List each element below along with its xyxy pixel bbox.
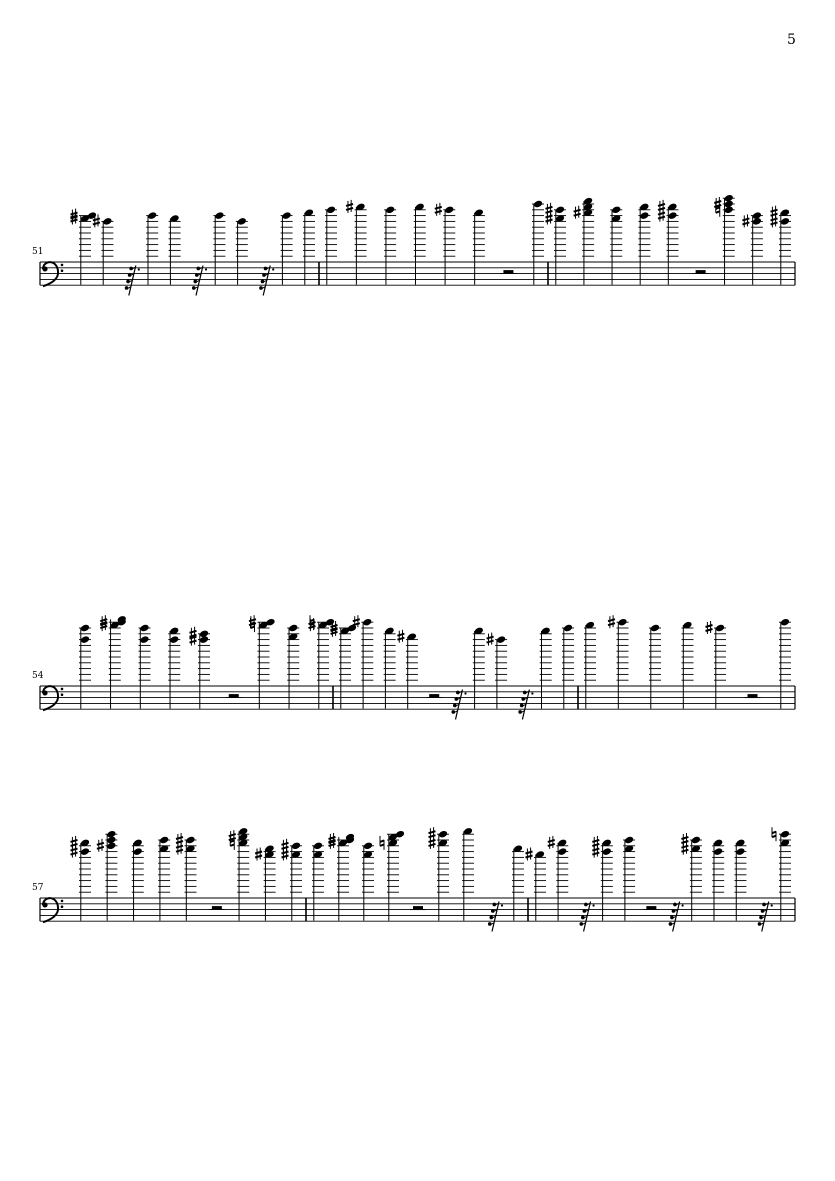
notehead	[752, 211, 762, 220]
chord	[331, 621, 358, 709]
chord	[681, 833, 702, 921]
chord	[610, 205, 622, 284]
chord	[79, 624, 91, 709]
chord	[706, 621, 727, 709]
notehead	[691, 836, 701, 845]
sharp-sign	[346, 200, 353, 213]
notehead	[313, 841, 323, 850]
natural-sign	[380, 836, 384, 850]
notehead	[291, 841, 301, 850]
notehead	[281, 211, 291, 220]
sharp-sign	[546, 203, 553, 216]
notehead	[713, 847, 723, 856]
thirty-second-rest	[669, 901, 684, 931]
chord	[384, 205, 396, 284]
notehead	[199, 629, 209, 638]
chord	[236, 217, 248, 285]
notehead	[780, 217, 790, 226]
chord	[329, 833, 356, 921]
thirty-second-rest	[758, 901, 773, 931]
staff-system	[32, 194, 795, 296]
notehead	[326, 205, 336, 214]
sharp-sign	[658, 200, 665, 213]
chord	[608, 615, 629, 709]
sharp-sign	[397, 630, 404, 643]
chord	[435, 203, 456, 285]
chord	[176, 833, 197, 921]
notehead	[106, 830, 116, 839]
chord	[548, 836, 569, 921]
sharp-sign	[97, 839, 104, 852]
half-rest	[646, 906, 656, 910]
chord	[97, 830, 118, 921]
sharp-sign	[592, 836, 599, 849]
chord	[380, 830, 405, 921]
notehead	[780, 830, 790, 839]
chord	[346, 200, 367, 285]
chord	[562, 624, 574, 709]
notehead	[133, 847, 143, 856]
measure	[71, 208, 316, 295]
chord	[623, 836, 635, 921]
notehead	[563, 624, 573, 633]
notehead	[147, 211, 157, 220]
notehead	[80, 635, 90, 644]
chord	[384, 627, 396, 709]
notehead	[80, 847, 90, 856]
sharp-sign	[548, 836, 555, 849]
chord	[473, 627, 485, 709]
natural-sign	[772, 827, 776, 841]
measure	[79, 615, 335, 709]
notehead	[715, 624, 725, 633]
chord	[158, 836, 170, 921]
notehead	[611, 205, 621, 214]
sharp-sign	[526, 848, 533, 861]
chord	[462, 827, 474, 921]
notehead	[385, 205, 395, 214]
thirty-second-rest	[518, 689, 533, 719]
notehead	[496, 635, 506, 644]
sharp-sign	[742, 214, 749, 227]
chord	[734, 839, 746, 921]
notehead	[735, 847, 745, 856]
page-number: 5	[787, 32, 796, 48]
chord	[771, 206, 792, 285]
chord	[362, 841, 374, 920]
chord	[93, 214, 114, 284]
notehead	[780, 618, 790, 627]
sharp-sign	[176, 833, 183, 846]
sharp-sign	[771, 206, 778, 219]
measure	[546, 194, 792, 285]
chord	[169, 214, 181, 285]
notehead	[362, 618, 372, 627]
chord	[540, 627, 552, 709]
sharp-sign	[435, 203, 442, 216]
notehead	[80, 624, 90, 633]
notehead	[555, 205, 565, 214]
chord	[532, 200, 544, 285]
chord	[712, 839, 724, 921]
thirty-second-rest	[488, 901, 503, 931]
staff-system	[32, 615, 795, 720]
notehead	[639, 211, 649, 220]
notehead	[650, 624, 660, 633]
staff-system	[32, 827, 795, 932]
measure-number: 54	[32, 671, 44, 681]
chord	[772, 827, 791, 921]
measure	[71, 827, 303, 921]
notehead	[624, 836, 634, 845]
chord	[168, 627, 180, 709]
chord	[584, 621, 596, 709]
measure-number: 51	[32, 247, 44, 257]
sharp-sign	[429, 827, 436, 840]
notehead	[602, 847, 612, 856]
notehead	[444, 205, 454, 214]
sharp-sign	[282, 839, 289, 852]
half-rest	[503, 270, 513, 274]
notehead	[159, 836, 169, 845]
sharp-sign	[255, 848, 262, 861]
notehead	[533, 200, 543, 209]
chord	[287, 624, 299, 709]
notehead	[237, 217, 247, 226]
chord	[779, 618, 791, 709]
chord	[592, 836, 613, 921]
half-rest	[429, 694, 439, 698]
bass-clef-icon	[42, 262, 63, 286]
chord	[714, 194, 735, 285]
chord	[353, 615, 374, 709]
half-rest	[229, 694, 239, 698]
notehead	[667, 211, 677, 220]
chord	[282, 839, 303, 921]
bass-clef-icon	[42, 686, 63, 710]
sharp-sign	[487, 633, 494, 646]
chord	[397, 630, 418, 709]
measure-number: 57	[32, 883, 44, 893]
chord	[132, 839, 144, 921]
notehead	[214, 211, 224, 220]
sharp-sign	[71, 836, 78, 849]
measure	[584, 615, 791, 709]
sharp-sign	[608, 615, 615, 628]
chord	[71, 836, 92, 921]
thirty-second-rest	[259, 265, 274, 295]
half-rest	[748, 694, 758, 698]
chord	[638, 203, 650, 285]
notehead	[724, 194, 734, 203]
chord	[312, 841, 324, 920]
notehead	[185, 836, 195, 845]
notehead	[438, 830, 448, 839]
chord	[249, 615, 276, 709]
sharp-sign	[706, 621, 713, 634]
notehead	[139, 635, 149, 644]
half-rest	[413, 906, 423, 910]
notehead	[617, 618, 627, 627]
notehead	[102, 217, 112, 226]
notehead	[557, 847, 567, 856]
chord	[139, 624, 151, 709]
notehead	[139, 624, 149, 633]
notehead	[288, 624, 298, 633]
bass-clef-icon	[42, 898, 63, 922]
thirty-second-rest	[579, 901, 594, 931]
measure	[325, 200, 544, 285]
chord	[414, 203, 426, 285]
sharp-sign	[681, 833, 688, 846]
half-rest	[696, 270, 706, 274]
chord	[429, 827, 450, 921]
chord	[100, 615, 127, 709]
chord	[190, 627, 211, 709]
notehead	[363, 841, 373, 850]
notehead	[169, 635, 179, 644]
thirty-second-rest	[125, 265, 140, 295]
chord	[682, 621, 694, 709]
chord	[229, 827, 250, 921]
chord	[574, 197, 595, 285]
chord	[649, 624, 661, 709]
chord	[658, 200, 679, 285]
half-rest	[212, 906, 222, 910]
chord	[325, 205, 337, 284]
thirty-second-rest	[192, 265, 207, 295]
sharp-sign	[574, 206, 581, 219]
thirty-second-rest	[451, 689, 466, 719]
